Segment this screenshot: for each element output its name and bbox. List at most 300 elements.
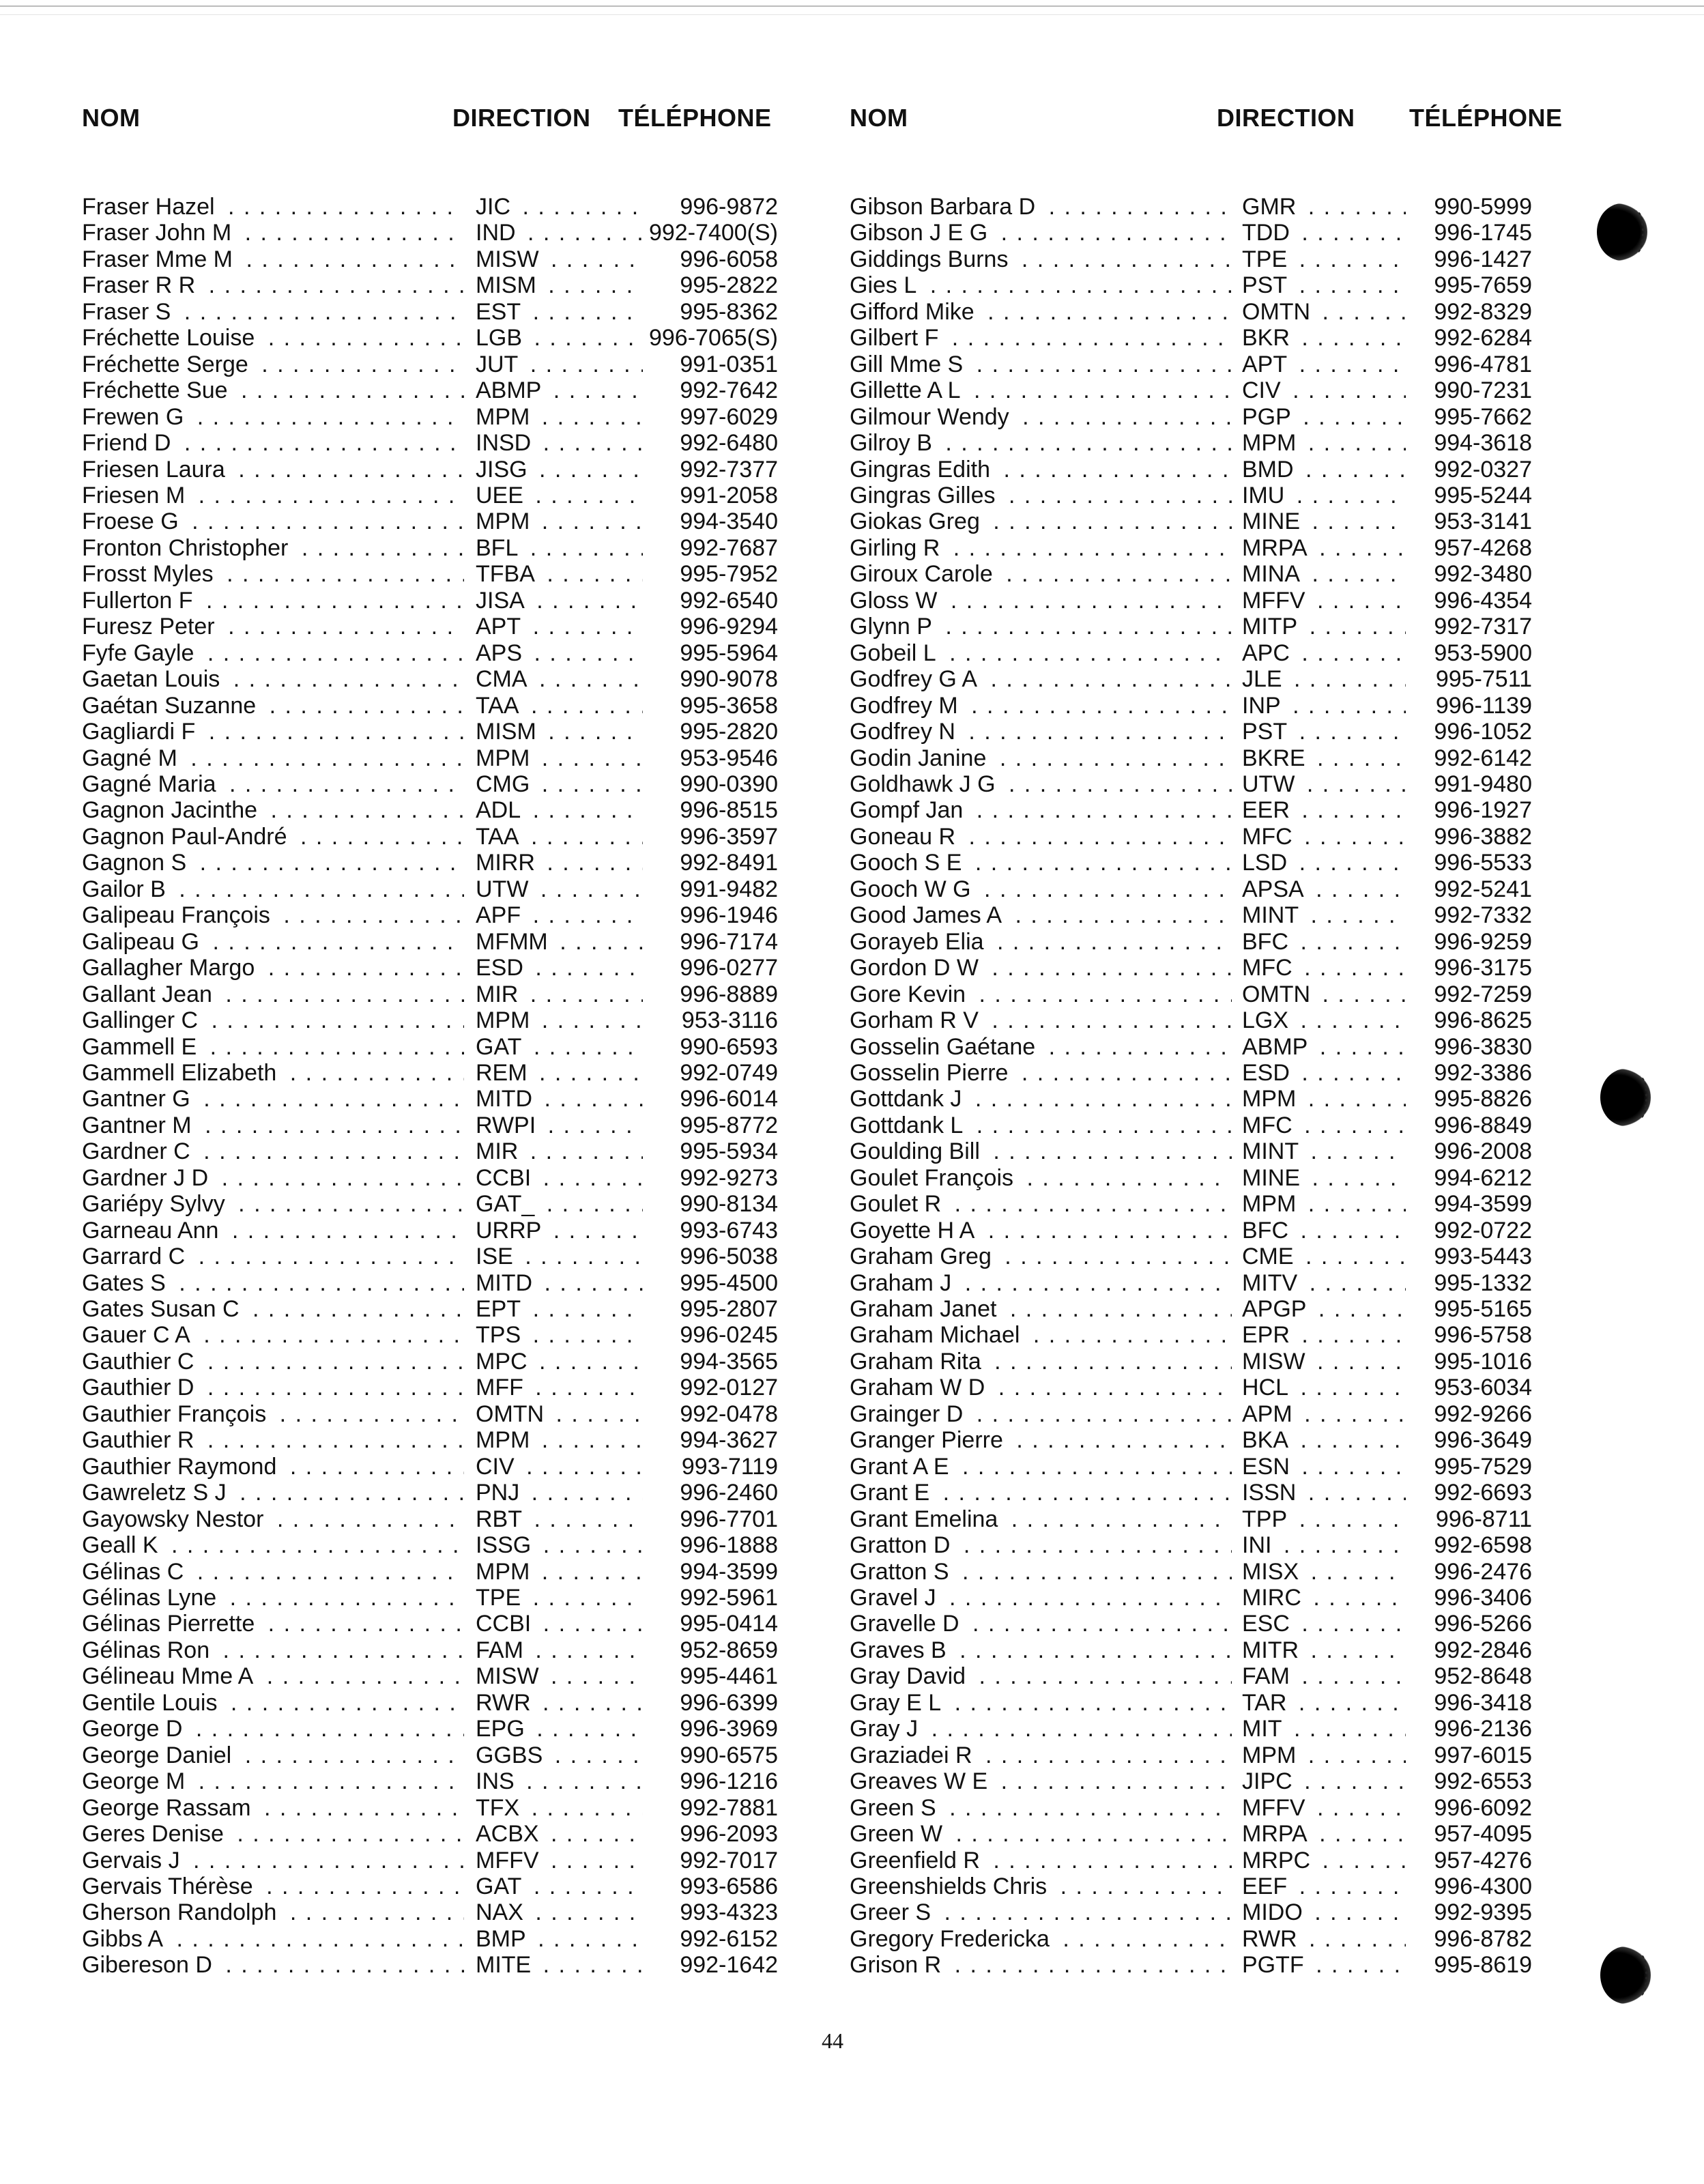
entry-name: Gélinas Pierrette — [82, 1611, 260, 1637]
directory-entry — [82, 1244, 778, 1269]
entry-direction-leader — [1242, 1086, 1406, 1112]
entry-direction-leader — [1242, 693, 1406, 719]
entry-name-leader — [850, 1663, 1232, 1689]
entry-direction: RWR — [1242, 1926, 1301, 1952]
entry-telephone: 996-6014 — [680, 1086, 778, 1112]
directory-entry — [82, 299, 778, 325]
entry-name: Gorayeb Elia — [850, 929, 990, 955]
directory-entry — [82, 1716, 778, 1742]
entry-direction: MINT — [1242, 902, 1303, 928]
entry-telephone: 996-7065(S) — [648, 325, 778, 351]
entry-name-leader — [82, 194, 464, 220]
entry-direction-leader — [1242, 1716, 1406, 1742]
entry-direction-leader — [1242, 1165, 1406, 1191]
entry-name-leader — [82, 1742, 464, 1768]
directory-entry — [82, 1401, 778, 1427]
directory-entry — [850, 299, 1546, 325]
directory-entry — [82, 1427, 778, 1453]
directory-entry — [850, 588, 1546, 614]
entry-name: Graham J — [850, 1270, 957, 1296]
entry-name-leader — [850, 535, 1232, 561]
directory-entry — [82, 325, 778, 351]
entry-name-leader — [82, 404, 464, 430]
entry-name-leader — [82, 1611, 464, 1637]
entry-direction: RWR — [476, 1690, 535, 1716]
entry-name: Fréchette Louise — [82, 325, 260, 351]
directory-entry — [82, 1611, 778, 1637]
directory-entry — [82, 1899, 778, 1925]
directory-entry — [82, 1454, 778, 1480]
entry-direction: ISSG — [476, 1532, 535, 1558]
entry-telephone: 952-8659 — [680, 1637, 778, 1663]
entry-direction: BFL — [476, 535, 522, 561]
directory-entry — [850, 1742, 1546, 1768]
entry-direction: MFFV — [476, 1848, 543, 1873]
entry-telephone: 994-3599 — [680, 1558, 778, 1585]
entry-name: Gawreletz S J — [82, 1480, 232, 1506]
directory-entry — [82, 1480, 778, 1506]
entry-direction-leader — [476, 1165, 643, 1191]
entry-name: Frewen G — [82, 404, 189, 430]
entry-direction-leader — [476, 824, 643, 850]
directory-entry — [82, 430, 778, 456]
entry-direction: MITE — [476, 1952, 535, 1978]
entry-direction-leader — [476, 1585, 643, 1611]
entry-name: Garneau Ann — [82, 1218, 224, 1244]
entry-direction-leader — [1242, 194, 1406, 220]
entry-name-leader — [850, 1611, 1232, 1637]
entry-name-leader — [850, 1427, 1232, 1453]
entry-direction: MISX — [1242, 1559, 1303, 1585]
directory-entry — [850, 614, 1546, 640]
entry-direction-leader — [1242, 614, 1406, 640]
entry-name: Gaétan Suzanne — [82, 693, 261, 719]
entry-direction: MFF — [476, 1375, 528, 1400]
entry-direction-leader — [1242, 1112, 1406, 1138]
directory-entry — [850, 377, 1546, 403]
directory-entry — [850, 902, 1546, 928]
entry-direction: MITD — [476, 1086, 536, 1112]
entry-direction-leader — [1242, 1585, 1406, 1611]
entry-name: Friesen Laura — [82, 457, 231, 483]
directory-entry — [850, 1112, 1546, 1138]
entry-name: Giddings Burns — [850, 246, 1013, 272]
directory-entry — [850, 220, 1546, 246]
entry-name: Gherson Randolph — [82, 1899, 282, 1925]
entry-telephone: 996-3830 — [1434, 1033, 1532, 1060]
entry-telephone: 992-6480 — [680, 430, 778, 457]
entry-direction-leader — [476, 1112, 643, 1138]
entry-name-leader — [850, 588, 1232, 614]
directory-entry — [82, 1585, 778, 1611]
entry-direction: INS — [476, 1768, 519, 1794]
directory-entry — [82, 1112, 778, 1138]
entry-direction-leader — [1242, 1637, 1406, 1663]
entry-name-leader — [82, 771, 464, 797]
entry-name-leader — [850, 1296, 1232, 1322]
entry-direction-leader — [1242, 377, 1406, 403]
entry-direction-leader — [476, 640, 643, 666]
entry-direction: BKRE — [1242, 745, 1310, 771]
entry-name-leader — [850, 955, 1232, 981]
entry-direction: APC — [1242, 640, 1294, 666]
entry-name: Graham Rita — [850, 1349, 987, 1375]
entry-telephone: 993-6743 — [680, 1217, 778, 1244]
entry-direction: BKA — [1242, 1427, 1293, 1453]
entry-direction-leader — [476, 1034, 643, 1060]
entry-telephone: 994-3618 — [1434, 430, 1532, 457]
entry-direction: EEF — [1242, 1873, 1291, 1899]
entry-telephone: 994-6212 — [1434, 1164, 1532, 1191]
entry-name-leader — [82, 719, 464, 745]
entry-direction: MFC — [1242, 824, 1297, 850]
entry-direction: GAT — [476, 1873, 525, 1899]
entry-name-leader — [82, 1821, 464, 1847]
entry-name-leader — [850, 1848, 1232, 1873]
entry-name: Gates Susan C — [82, 1296, 245, 1322]
entry-direction: MFFV — [1242, 1795, 1310, 1821]
entry-telephone: 992-5961 — [680, 1585, 778, 1611]
entry-direction-leader — [476, 377, 643, 403]
entry-name-leader — [82, 1454, 464, 1480]
entry-direction-leader — [1242, 1611, 1406, 1637]
entry-direction: OMTN — [1242, 981, 1314, 1007]
entry-name-leader — [82, 981, 464, 1007]
directory-entry — [82, 693, 778, 719]
entry-direction-leader — [476, 614, 643, 640]
entry-name-leader — [850, 457, 1232, 483]
entry-direction: MISW — [476, 1663, 543, 1689]
directory-entry — [82, 1873, 778, 1899]
entry-telephone: 996-1052 — [1434, 719, 1532, 745]
directory-entry — [82, 1086, 778, 1112]
entry-telephone: 994-3627 — [680, 1427, 778, 1454]
entry-name-leader — [82, 1191, 464, 1217]
entry-direction-leader — [476, 929, 643, 955]
entry-direction: ADL — [476, 797, 525, 823]
entry-direction: NAX — [476, 1899, 528, 1925]
directory-entry — [82, 1690, 778, 1716]
entry-name-leader — [850, 797, 1232, 823]
entry-direction-leader — [476, 1611, 643, 1637]
entry-direction: MFC — [1242, 955, 1297, 981]
entry-name: Fronton Christopher — [82, 535, 293, 561]
entry-direction-leader — [476, 1663, 643, 1689]
directory-entry — [82, 1663, 778, 1689]
directory-entry — [850, 1506, 1546, 1532]
entry-direction: MIRC — [1242, 1585, 1305, 1611]
entry-direction: ISE — [476, 1244, 517, 1269]
entry-name: George Rassam — [82, 1795, 257, 1821]
entry-name: Gauthier C — [82, 1349, 199, 1375]
entry-direction: INSD — [476, 430, 535, 456]
entry-direction-leader — [1242, 719, 1406, 745]
entry-telephone: 996-2476 — [1434, 1558, 1532, 1585]
entry-direction-leader — [476, 955, 643, 981]
entry-telephone: 995-2807 — [680, 1296, 778, 1323]
directory-entry — [82, 272, 778, 298]
entry-name-leader — [850, 929, 1232, 955]
entry-name: Graham W D — [850, 1375, 990, 1400]
entry-name: Gottdank L — [850, 1112, 968, 1138]
entry-name-leader — [82, 1506, 464, 1532]
directory-entry — [850, 1244, 1546, 1269]
entry-direction-leader — [1242, 955, 1406, 981]
entry-direction: TPS — [476, 1322, 525, 1348]
entry-name-leader — [850, 1218, 1232, 1244]
entry-name-leader — [850, 1821, 1232, 1847]
entry-name: Fréchette Sue — [82, 377, 233, 403]
entry-telephone: 992-3480 — [1434, 561, 1532, 588]
directory-entry — [850, 1611, 1546, 1637]
directory-entry — [850, 1165, 1546, 1191]
entry-direction-leader — [1242, 797, 1406, 823]
directory-entry — [850, 508, 1546, 534]
header-nom-left: NOM — [82, 104, 141, 132]
entry-name-leader — [82, 351, 464, 377]
entry-direction: EPR — [1242, 1322, 1294, 1348]
entry-telephone: 995-2820 — [680, 719, 778, 745]
directory-entry — [82, 850, 778, 876]
entry-direction: GAT_ — [476, 1191, 538, 1217]
directory-entry — [850, 745, 1546, 771]
entry-telephone: 996-0277 — [680, 955, 778, 981]
directory-entry — [850, 1637, 1546, 1663]
entry-direction-leader — [476, 1191, 643, 1217]
entry-direction: TPE — [476, 1585, 525, 1611]
entry-telephone: 992-3386 — [1434, 1059, 1532, 1086]
entry-name: Gratton D — [850, 1532, 955, 1558]
entry-telephone: 992-0327 — [1434, 456, 1532, 483]
directory-entry — [82, 1218, 778, 1244]
entry-direction: MISW — [1242, 1349, 1310, 1375]
entry-telephone: 992-9273 — [680, 1164, 778, 1191]
directory-entry — [82, 1191, 778, 1217]
entry-telephone: 957-4095 — [1434, 1821, 1532, 1848]
directory-entry — [850, 719, 1546, 745]
entry-telephone: 990-0390 — [680, 771, 778, 797]
entry-direction-leader — [1242, 1952, 1406, 1978]
entry-direction-leader — [1242, 325, 1406, 351]
entry-telephone: 992-9266 — [1434, 1400, 1532, 1427]
entry-telephone: 995-7659 — [1434, 272, 1532, 299]
directory-entry — [82, 351, 778, 377]
entry-name: George M — [82, 1768, 190, 1794]
entry-direction-leader — [1242, 1244, 1406, 1269]
entry-name-leader — [850, 1532, 1232, 1558]
entry-name-leader — [82, 1349, 464, 1375]
page-number: 44 — [822, 2028, 843, 2053]
entry-telephone: 996-5758 — [1434, 1322, 1532, 1349]
entry-name: Gibereson D — [82, 1952, 218, 1978]
entry-name: Gardner C — [82, 1138, 196, 1164]
entry-name-leader — [82, 1112, 464, 1138]
entry-name: Gayowsky Nestor — [82, 1506, 269, 1532]
entry-name: Graves B — [850, 1637, 952, 1663]
entry-telephone: 996-6399 — [680, 1689, 778, 1716]
entry-telephone: 992-8491 — [680, 850, 778, 876]
entry-telephone: 996-7701 — [680, 1506, 778, 1532]
entry-name-leader — [850, 1401, 1232, 1427]
directory-entry — [82, 588, 778, 614]
entry-direction: EER — [1242, 797, 1294, 823]
entry-name-leader — [82, 430, 464, 456]
entry-name-leader — [850, 1768, 1232, 1794]
entry-name: Gilmour Wendy — [850, 404, 1015, 430]
entry-telephone: 996-9259 — [1434, 928, 1532, 955]
entry-direction: CIV — [476, 1454, 519, 1480]
entry-name-leader — [82, 1244, 464, 1269]
entry-name: Gosselin Gaétane — [850, 1034, 1041, 1060]
entry-telephone: 992-6284 — [1434, 325, 1532, 351]
entry-name: Greenshields Chris — [850, 1873, 1052, 1899]
directory-entry — [82, 1506, 778, 1532]
directory-entry — [82, 1821, 778, 1847]
entry-name: Gottdank J — [850, 1086, 967, 1112]
entry-direction: APSA — [1242, 876, 1308, 902]
entry-direction: TAA — [476, 824, 523, 850]
directory-entry — [850, 1716, 1546, 1742]
entry-name-leader — [850, 1007, 1232, 1033]
entry-telephone: 994-3565 — [680, 1348, 778, 1375]
entry-telephone: 953-3116 — [681, 1007, 778, 1034]
entry-name-leader — [82, 1873, 464, 1899]
entry-name: Gallant Jean — [82, 981, 218, 1007]
entry-telephone: 995-7952 — [680, 561, 778, 588]
entry-telephone: 992-7881 — [680, 1794, 778, 1821]
entry-name: Fullerton F — [82, 588, 199, 614]
entry-name: Gélinas Lyne — [82, 1585, 222, 1611]
entry-direction-leader — [476, 745, 643, 771]
entry-name: Granger Pierre — [850, 1427, 1009, 1453]
directory-entry — [82, 508, 778, 534]
entry-name: Godfrey M — [850, 693, 964, 719]
entry-name: Gravel J — [850, 1585, 942, 1611]
entry-direction: EPG — [476, 1716, 529, 1742]
entry-direction: JIPC — [1242, 1768, 1297, 1794]
entry-name: Gloss W — [850, 588, 942, 614]
entry-name-leader — [82, 955, 464, 981]
directory-entry — [850, 850, 1546, 876]
entry-name-leader — [850, 299, 1232, 325]
entry-direction-leader — [1242, 457, 1406, 483]
entry-direction-leader — [476, 1716, 643, 1742]
entry-name: Green S — [850, 1795, 942, 1821]
entry-name: Fraser John M — [82, 220, 237, 246]
entry-direction-leader — [476, 1821, 643, 1847]
entry-telephone: 992-7317 — [1434, 614, 1532, 640]
entry-direction-leader — [1242, 220, 1406, 246]
entry-telephone: 992-7017 — [680, 1847, 778, 1873]
entry-direction: ESD — [476, 955, 528, 981]
entry-direction-leader — [1242, 1296, 1406, 1322]
entry-name-leader — [850, 430, 1232, 456]
entry-name: Giokas Greg — [850, 508, 985, 534]
directory-entry — [82, 194, 778, 220]
entry-telephone: 995-4461 — [680, 1663, 778, 1690]
directory-entry — [82, 666, 778, 692]
entry-direction: MISM — [476, 719, 540, 745]
entry-name: Froese G — [82, 508, 184, 534]
entry-telephone: 995-7662 — [1434, 403, 1532, 430]
entry-telephone: 953-6034 — [1434, 1375, 1532, 1401]
entry-direction: URRP — [476, 1218, 545, 1244]
entry-name-leader — [82, 1270, 464, 1296]
entry-name: Girling R — [850, 535, 945, 561]
directory-entry — [850, 929, 1546, 955]
entry-direction-leader — [1242, 246, 1406, 272]
entry-telephone: 996-1745 — [1434, 220, 1532, 246]
entry-telephone: 992-0127 — [680, 1375, 778, 1401]
entry-direction-leader — [1242, 1768, 1406, 1794]
entry-telephone: 996-9294 — [680, 614, 778, 640]
entry-direction-leader — [1242, 1532, 1406, 1558]
entry-direction-leader — [476, 483, 643, 508]
entry-telephone: 990-7231 — [1434, 377, 1532, 404]
entry-direction-leader — [1242, 1007, 1406, 1033]
entry-name: Gooch S E — [850, 850, 967, 876]
entry-telephone: 995-5934 — [680, 1138, 778, 1165]
header-direction-right: DIRECTION — [1217, 104, 1355, 132]
entry-name: Gifford Mike — [850, 299, 980, 325]
entry-direction-leader — [476, 351, 643, 377]
entry-direction-leader — [476, 1244, 643, 1269]
entry-name: Furesz Peter — [82, 614, 220, 640]
directory-entry — [82, 1034, 778, 1060]
entry-direction: JIC — [476, 194, 515, 220]
entry-telephone: 992-6553 — [1434, 1768, 1532, 1795]
directory-entry — [850, 535, 1546, 561]
entry-name: Grant E — [850, 1480, 935, 1506]
entry-telephone: 994-3540 — [680, 508, 778, 535]
entry-name-leader — [82, 325, 464, 351]
entry-name-leader — [850, 220, 1232, 246]
entry-telephone: 990-5999 — [1434, 194, 1532, 220]
entry-telephone: 995-8619 — [1434, 1952, 1532, 1979]
entry-name: Gentile Louis — [82, 1690, 222, 1716]
entry-telephone: 997-6015 — [1434, 1742, 1532, 1768]
entry-name: Gélineau Mme A — [82, 1663, 259, 1689]
entry-name: Greaves W E — [850, 1768, 993, 1794]
directory-entry — [82, 457, 778, 483]
entry-name: Goyette H A — [850, 1218, 980, 1244]
directory-entry — [850, 1427, 1546, 1453]
directory-entry — [82, 561, 778, 587]
entry-name: Geall K — [82, 1532, 164, 1558]
entry-telephone: 952-8648 — [1434, 1663, 1532, 1690]
entry-direction-leader — [476, 588, 643, 614]
entry-direction: RWPI — [476, 1112, 540, 1138]
directory-entry — [82, 1795, 778, 1821]
entry-name: Gordon D W — [850, 955, 984, 981]
entry-name-leader — [82, 876, 464, 902]
entry-name: Giroux Carole — [850, 561, 998, 587]
entry-telephone: 993-5443 — [1434, 1244, 1532, 1270]
entry-name: Fraser R R — [82, 272, 201, 298]
entry-telephone: 996-5038 — [680, 1244, 778, 1270]
entry-direction: LSD — [1242, 850, 1291, 876]
directory-entry — [82, 220, 778, 246]
entry-direction: EPT — [476, 1296, 525, 1322]
entry-name-leader — [82, 1952, 464, 1978]
entry-telephone: 995-2822 — [680, 272, 778, 299]
directory-entry — [850, 1663, 1546, 1689]
entry-direction: JLE — [1242, 666, 1286, 692]
entry-name: Grainger D — [850, 1401, 968, 1427]
entry-name-leader — [82, 1585, 464, 1611]
entry-telephone: 995-8772 — [680, 1112, 778, 1138]
entry-telephone: 992-7687 — [680, 534, 778, 561]
